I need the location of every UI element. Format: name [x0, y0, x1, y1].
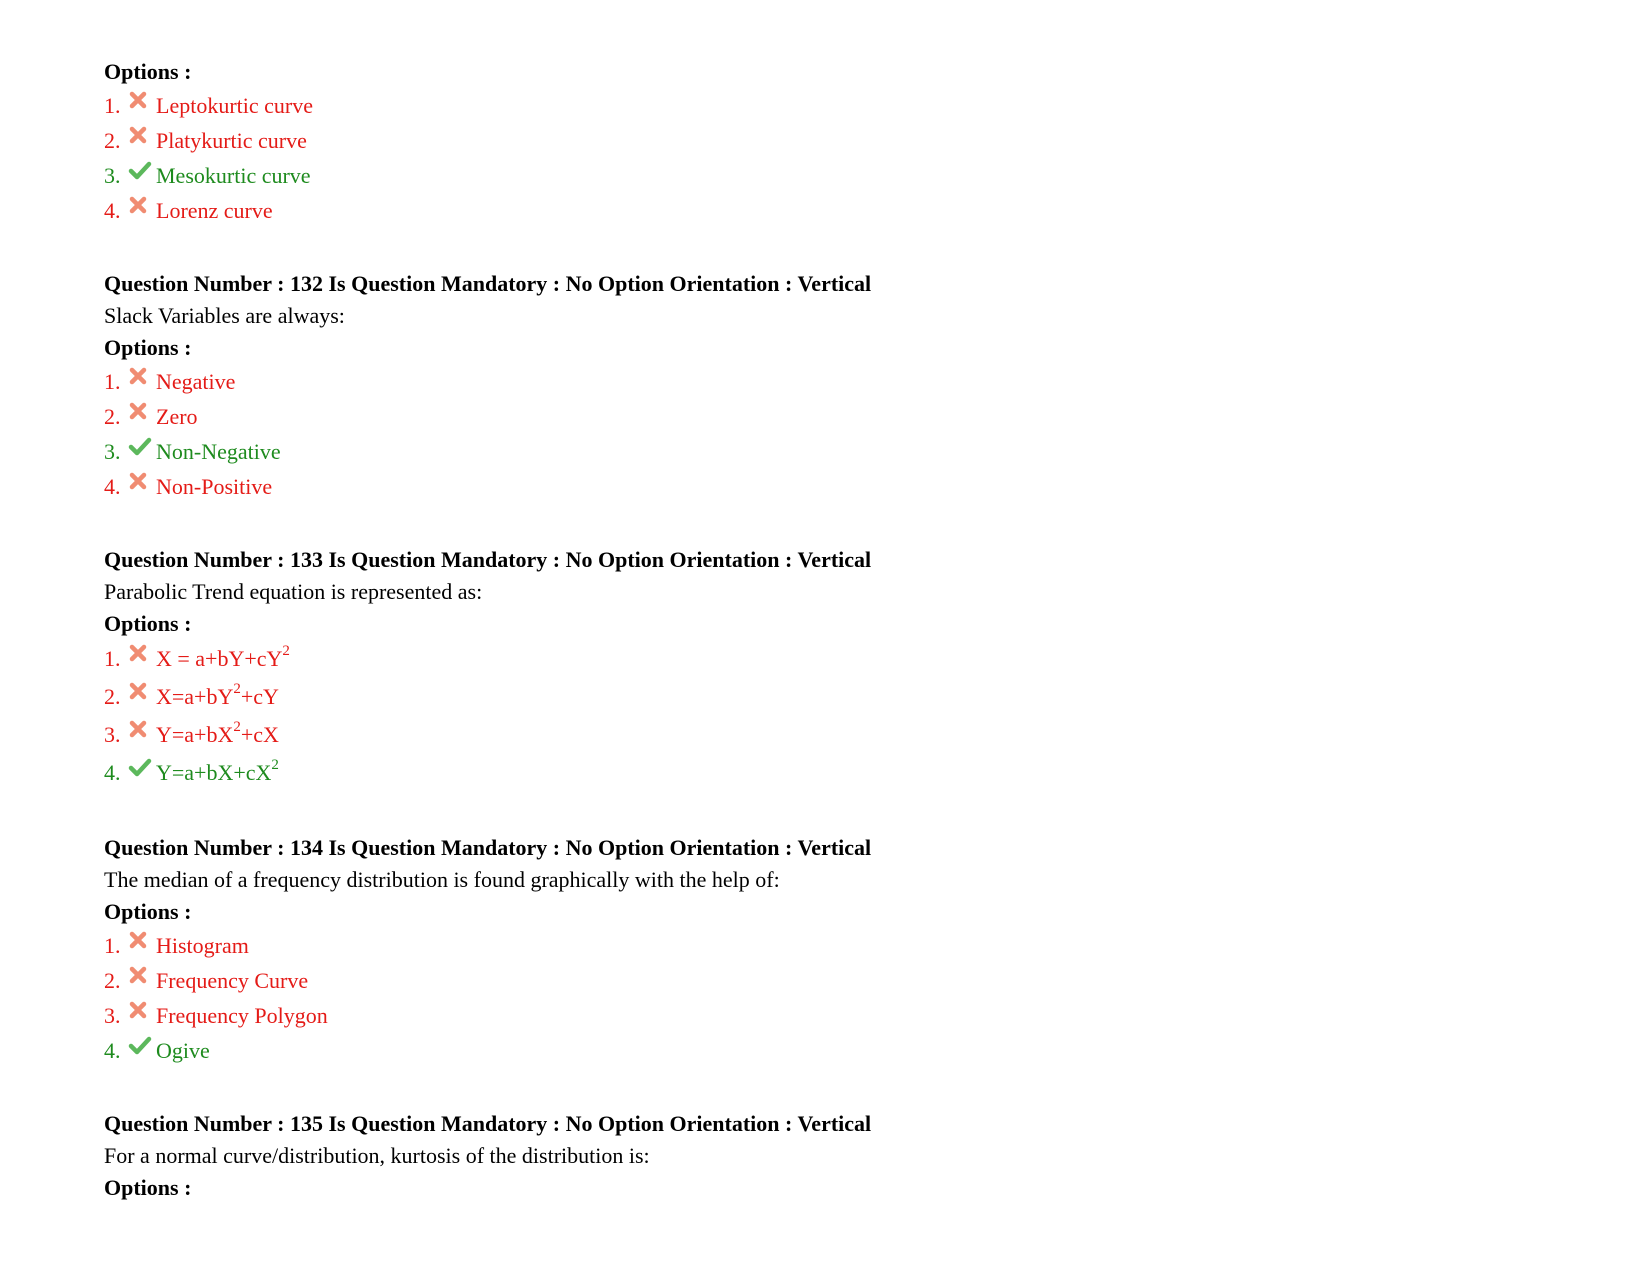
check-icon [128, 757, 156, 779]
equation-part: X = a+bY+cY [156, 646, 283, 671]
option-item [104, 998, 1554, 1033]
option-text: Negative [156, 369, 236, 394]
question-stem: For a normal curve/distribution, kurtosis of the distribution is: [104, 1143, 650, 1168]
question-header: Question Number : 135 Is Question Mandatory : No Option Orientation : Vertical [104, 1111, 872, 1136]
question-134-block [104, 832, 1554, 1068]
cross-icon [128, 195, 156, 217]
option-number: 3. [104, 722, 121, 747]
option-number: 1. [104, 369, 121, 394]
question-135-block [104, 1108, 1554, 1204]
option-number: 2. [104, 404, 121, 429]
option-item [104, 399, 1554, 434]
cross-icon [128, 366, 156, 388]
option-number: 4. [104, 198, 121, 223]
cross-icon [128, 719, 156, 741]
option-item-correct [104, 434, 1554, 469]
option-item [104, 640, 1554, 678]
option-number: 3. [104, 163, 121, 188]
question-stem: Slack Variables are always: [104, 303, 345, 328]
check-icon [128, 436, 156, 458]
option-text: Lorenz curve [156, 198, 273, 223]
cross-icon [128, 401, 156, 423]
option-number: 1. [104, 933, 121, 958]
option-text: Histogram [156, 933, 249, 958]
option-item [104, 123, 1554, 158]
option-number: 2. [104, 968, 121, 993]
option-item [104, 364, 1554, 399]
equation-part: Y=a+bX+cX [156, 760, 272, 785]
superscript: 2 [271, 756, 279, 773]
question-stem: Parabolic Trend equation is represented as: [104, 579, 483, 604]
cross-icon [128, 1000, 156, 1022]
question-header: Question Number : 133 Is Question Mandatory : No Option Orientation : Vertical [104, 547, 872, 572]
option-text: Ogive [156, 1038, 210, 1063]
options-label: Options : [104, 335, 192, 360]
option-text [156, 754, 279, 792]
option-text: Frequency Curve [156, 968, 309, 993]
option-text [156, 640, 290, 678]
option-number: 4. [104, 760, 121, 785]
option-number: 4. [104, 1038, 121, 1063]
superscript: 2 [233, 680, 241, 697]
cross-icon [128, 965, 156, 987]
options-label: Options : [104, 611, 192, 636]
question-stem: The median of a frequency distribution is found graphically with the help of: [104, 867, 780, 892]
options-label: Options : [104, 899, 192, 924]
question-131-block [104, 56, 1554, 228]
option-number: 2. [104, 684, 121, 709]
option-item [104, 928, 1554, 963]
equation-part: Y=a+bX [156, 722, 234, 747]
option-text: Mesokurtic curve [156, 163, 311, 188]
option-text [156, 678, 279, 716]
cross-icon [128, 471, 156, 493]
cross-icon [128, 125, 156, 147]
question-132-block [104, 268, 1554, 504]
option-item-correct [104, 158, 1554, 193]
option-number: 2. [104, 128, 121, 153]
option-item [104, 716, 1554, 754]
option-text: Non-Negative [156, 439, 281, 464]
option-item-correct [104, 1033, 1554, 1068]
option-item [104, 469, 1554, 504]
option-item [104, 678, 1554, 716]
question-133-block [104, 544, 1554, 792]
option-number: 1. [104, 93, 121, 118]
options-label: Options : [104, 59, 192, 84]
option-number: 1. [104, 646, 121, 671]
option-text [156, 716, 279, 754]
question-header: Question Number : 134 Is Question Mandatory : No Option Orientation : Vertical [104, 835, 872, 860]
question-paper-page [104, 56, 1554, 1244]
cross-icon [128, 90, 156, 112]
check-icon [128, 1035, 156, 1057]
check-icon [128, 160, 156, 182]
option-item [104, 963, 1554, 998]
option-number: 3. [104, 1003, 121, 1028]
equation-part: +cX [240, 722, 279, 747]
option-text: Platykurtic curve [156, 128, 307, 153]
equation-part: X=a+bY [156, 684, 234, 709]
option-number: 3. [104, 439, 121, 464]
option-text: Frequency Polygon [156, 1003, 328, 1028]
option-number: 4. [104, 474, 121, 499]
option-text: Leptokurtic curve [156, 93, 313, 118]
option-item-correct [104, 754, 1554, 792]
option-item [104, 193, 1554, 228]
superscript: 2 [282, 642, 290, 659]
cross-icon [128, 930, 156, 952]
cross-icon [128, 643, 156, 665]
question-header: Question Number : 132 Is Question Mandatory : No Option Orientation : Vertical [104, 271, 872, 296]
option-text: Non-Positive [156, 474, 273, 499]
superscript: 2 [233, 718, 241, 735]
cross-icon [128, 681, 156, 703]
option-item [104, 88, 1554, 123]
options-label: Options : [104, 1175, 192, 1200]
equation-part: +cY [240, 684, 279, 709]
option-text: Zero [156, 404, 198, 429]
